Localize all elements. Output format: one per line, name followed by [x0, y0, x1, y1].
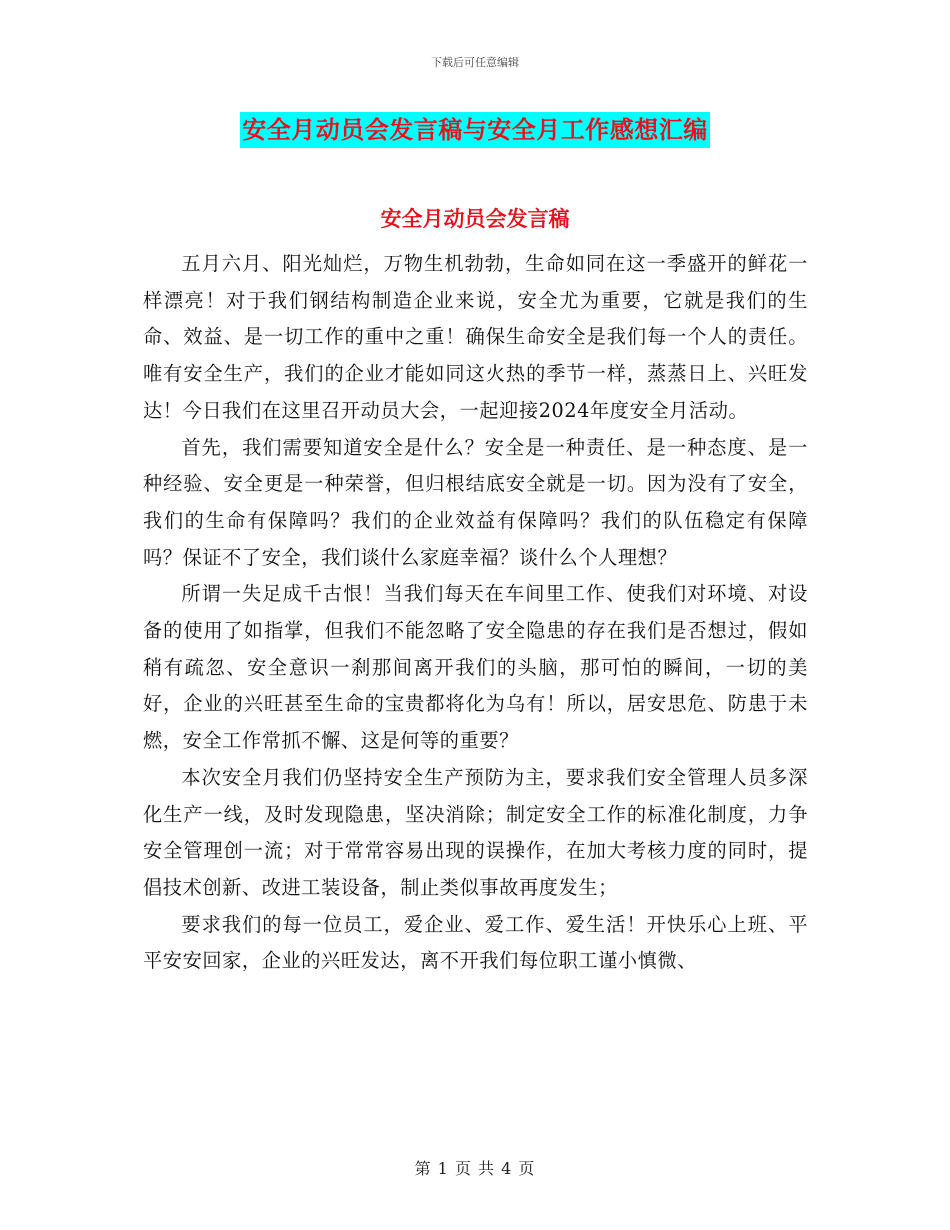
section-title: 安全月动员会发言稿 — [380, 207, 570, 231]
paragraph: 本次安全月我们仍坚持安全生产预防为主，要求我们安全管理人员多深化生产一线，及时发现隐患，坚决消除；制定安全工作的标准化制度，力争安全管理创一流；对于常常容易出现的误操作，在加大考核力度的同时，提倡技术创新、改进工装设备，制止类似事故再度发生； — [143, 765, 808, 899]
paragraph: 五月六月、阳光灿烂，万物生机勃勃，生命如同在这一季盛开的鲜花一样漂亮！对于我们钢结构制造企业来说，安全尤为重要，它就是我们的生命、效益、是一切工作的重中之重！确保生命安全是我们每一个人的责任。唯有安全生产，我们的企业才能如同这火热的季节一样，蒸蒸日上、兴旺发达！今日我们在这里召开动员大会，一起迎接2024年度安全月活动。 — [143, 252, 808, 422]
main-title-wrapper — [0, 112, 950, 148]
paragraph: 要求我们的每一位员工，爱企业、爱工作、爱生活！开快乐心上班、平平安安回家，企业的兴旺发达，离不开我们每位职工谨小慎微、 — [143, 912, 808, 973]
paragraph: 所谓一失足成千古恨！当我们每天在车间里工作、使我们对环境、对设备的使用了如指掌，但我们不能忽略了安全隐患的存在我们是否想过，假如稍有疏忽、安全意识一刹那间离开我们的头脑，那可怕的瞬间，一切的美好，企业的兴旺甚至生命的宝贵都将化为乌有！所以，居安思危、防患于未燃，安全工作常抓不懈、这是何等的重要？ — [143, 582, 808, 753]
paragraph: 首先，我们需要知道安全是什么？安全是一种责任、是一种态度、是一种经验、安全更是一种荣誉，但归根结底安全就是一切。因为没有了安全，我们的生命有保障吗？我们的企业效益有保障吗？我们的队伍稳定有保障吗？保证不了安全，我们谈什么家庭幸福？谈什么个人理想？ — [143, 435, 808, 569]
header-note: 下载后可任意编辑 — [431, 56, 519, 69]
document-main-title: 安全月动员会发言稿与安全月工作感想汇编 — [240, 112, 710, 148]
page-footer: 第 1 页 共 4 页 — [414, 1159, 536, 1178]
document-body — [143, 246, 808, 980]
